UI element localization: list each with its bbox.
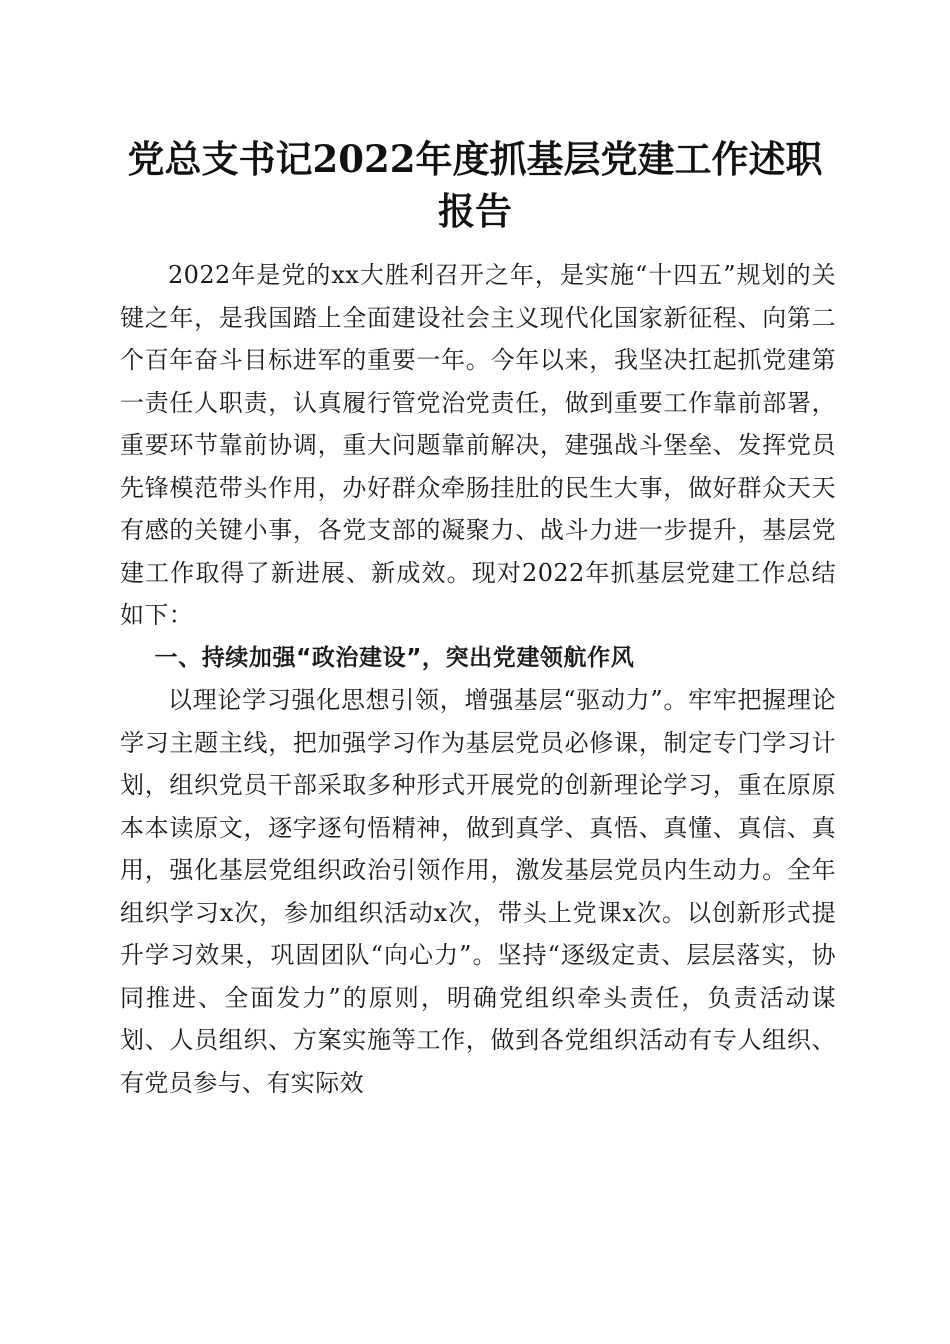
section-heading-1: 一、持续加强“政治建设”，突出党建领航作风 xyxy=(154,644,635,671)
intro-paragraph: 2022年是党的xx大胜利召开之年，是实施“十四五”规划的关键之年，是我国踏上全面建设社会主义现代化国家新征程、向第二个百年奋斗目标进军的重要一年。今年以来，我坚决扛起抓党建第一责任人职责，认真履行管党治党责任，做到重要工作靠前部署，重要环节靠前协调，重大问题靠前解决，建强战斗堡垒、发挥党员先锋模范带头作用，办好群众牵肠挂肚的民生大事，做好群众天天有感的关键小事，各党支部的凝聚力、战斗力进一步提升，基层党建工作取得了新进展、新成效。现对2022年抓基层党建工作总结如下： xyxy=(120,261,836,629)
document-title: 党总支书记2022年度抓基层党建工作述职报告 xyxy=(127,137,823,233)
section-1-paragraph: 以理论学习强化思想引领，增强基层“驱动力”。牢牢把握理论学习主题主线，把加强学习作为基层党员必修课，制定专门学习计划，组织党员干部采取多种形式开展党的创新理论学习，重在原原本本读原文，逐字逐句悟精神，做到真学、真悟、真懂、真信、真用，强化基层党组织政治引领作用，激发基层党员内生动力。全年组织学习x次，参加组织活动x次，带头上党课x次。以创新形式提升学习效果，巩固团队“向心力”。坚持“逐级定责、层层落实，协同推进、全面发力”的原则，明确党组织牵头责任，负责活动谋划、人员组织、方案实施等工作，做到各党组织活动有专人组织、有党员参与、有实际效 xyxy=(120,686,836,1097)
document-body xyxy=(120,254,836,1104)
